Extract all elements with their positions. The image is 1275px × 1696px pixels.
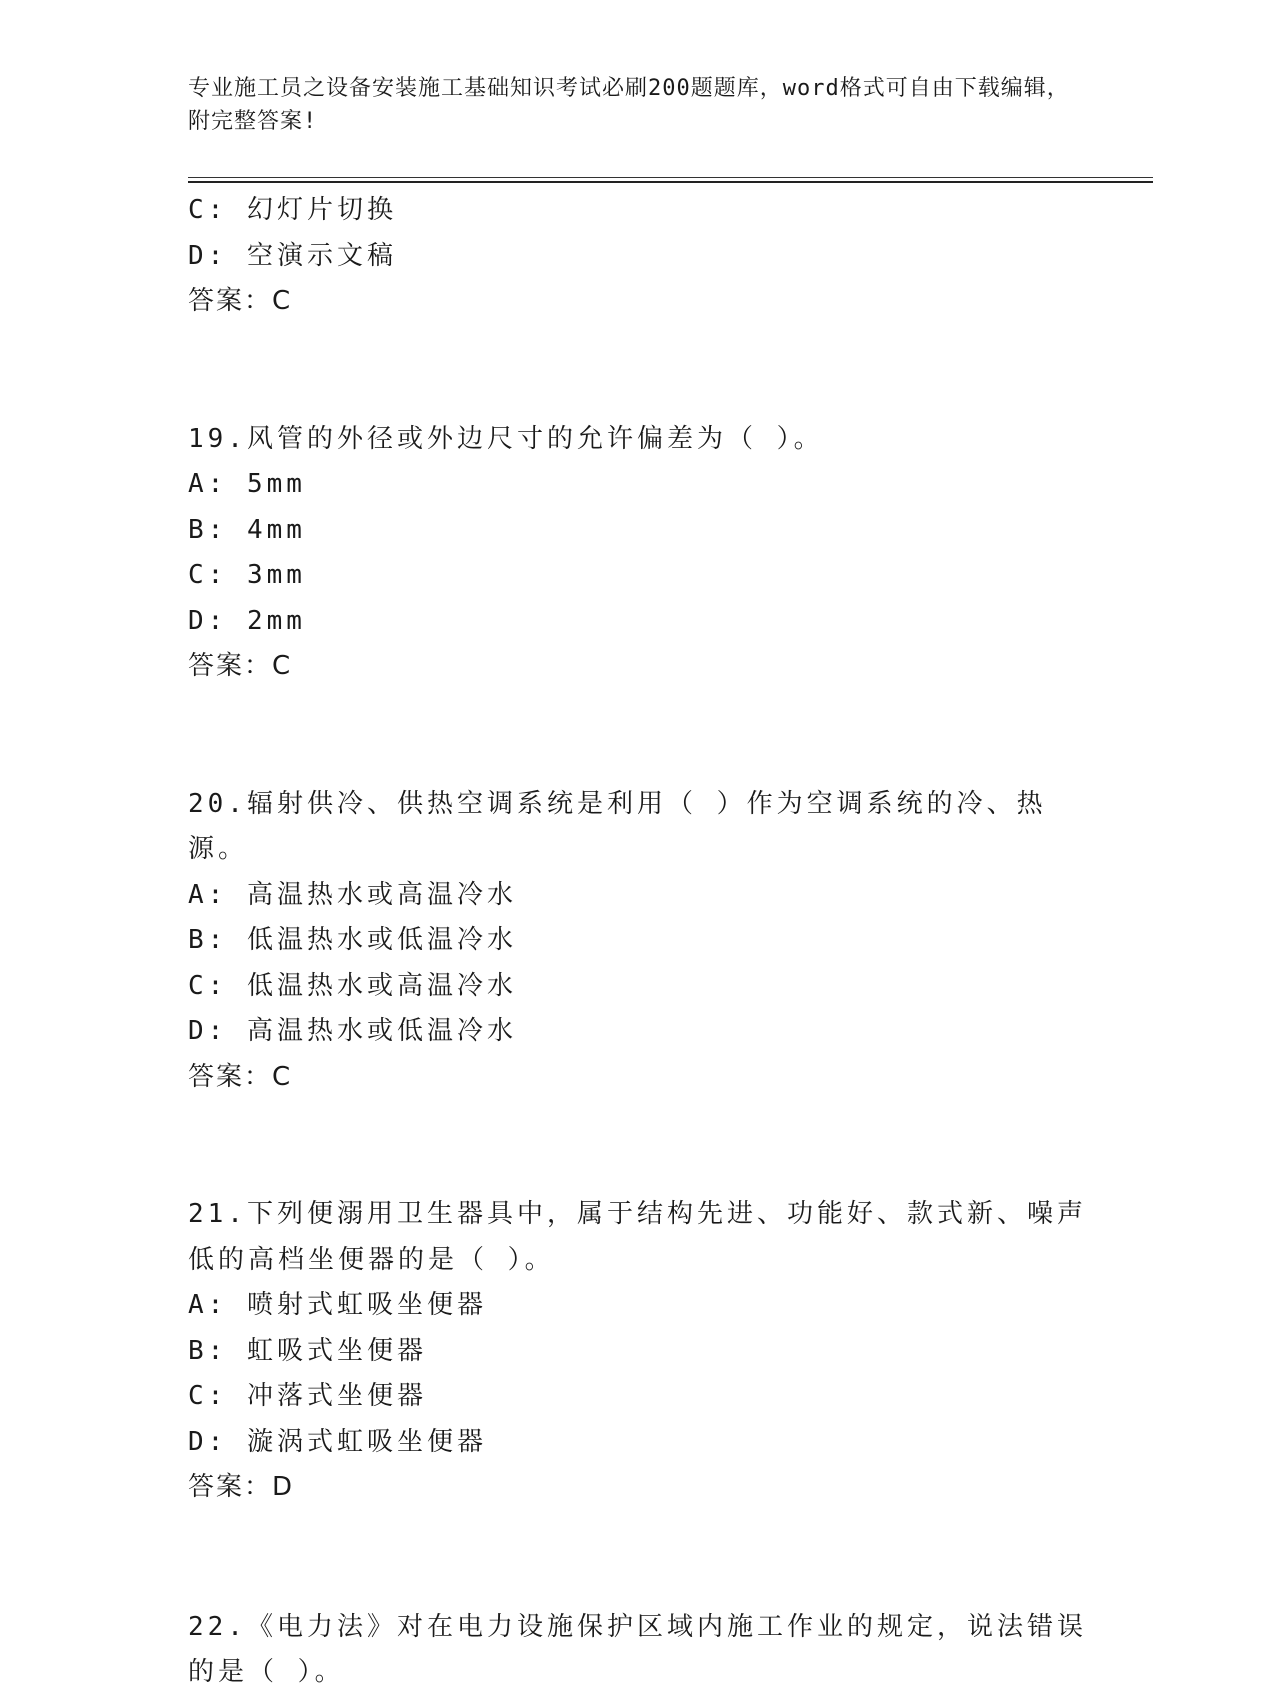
option-a: A: 喷射式虹吸坐便器 [188,1290,487,1320]
question-21 [188,1192,1088,1511]
option-c: C: 低温热水或高温冷水 [188,970,517,1001]
question-text: 22.《电力法》对在电力设施保护区域内施工作业的规定，说法错误的是（ ）。 [188,1611,1087,1687]
option-b: B: 4mm [188,514,306,545]
question-19 [188,417,1088,690]
question-list [188,188,1088,1696]
question-text: 20.辐射供冷、供热空调系统是利用（ ）作为空调系统的冷、热源。 [188,788,1047,864]
document-header: 专业施工员之设备安装施工基础知识考试必刷200题题库，word格式可自由下载编辑，附完整答案! [188,76,1070,134]
option-c: C: 3mm [188,560,306,590]
option-c: C: 冲落式坐便器 [188,1381,427,1411]
header-divider-thick [188,181,1153,183]
option-c: C: 幻灯片切换 [188,195,397,225]
previous-question-tail [188,188,1088,325]
question-20 [188,782,1088,1101]
option-a: A: 高温热水或高温冷水 [188,879,517,910]
option-d: D: 空演示文稿 [188,240,397,271]
option-a: A: 5mm [188,469,306,499]
question-22 [188,1605,1088,1696]
option-d: D: 漩涡式虹吸坐便器 [188,1426,487,1457]
answer-line: 答案：C [188,286,293,316]
header-divider-thin [188,177,1153,178]
option-d: D: 高温热水或低温冷水 [188,1016,517,1046]
question-text: 19.风管的外径或外边尺寸的允许偏差为（ ）。 [188,423,824,454]
question-text: 21.下列便溺用卫生器具中，属于结构先进、功能好、款式新、噪声低的高档坐便器的是（ ）。 [188,1199,1087,1275]
answer-line: 答案：C [188,1061,293,1092]
answer-line: 答案：C [188,651,293,681]
option-b: B: 虹吸式坐便器 [188,1335,427,1366]
option-b: B: 低温热水或低温冷水 [188,925,517,955]
answer-line: 答案：D [188,1472,295,1502]
option-d: D: 2mm [188,605,306,636]
